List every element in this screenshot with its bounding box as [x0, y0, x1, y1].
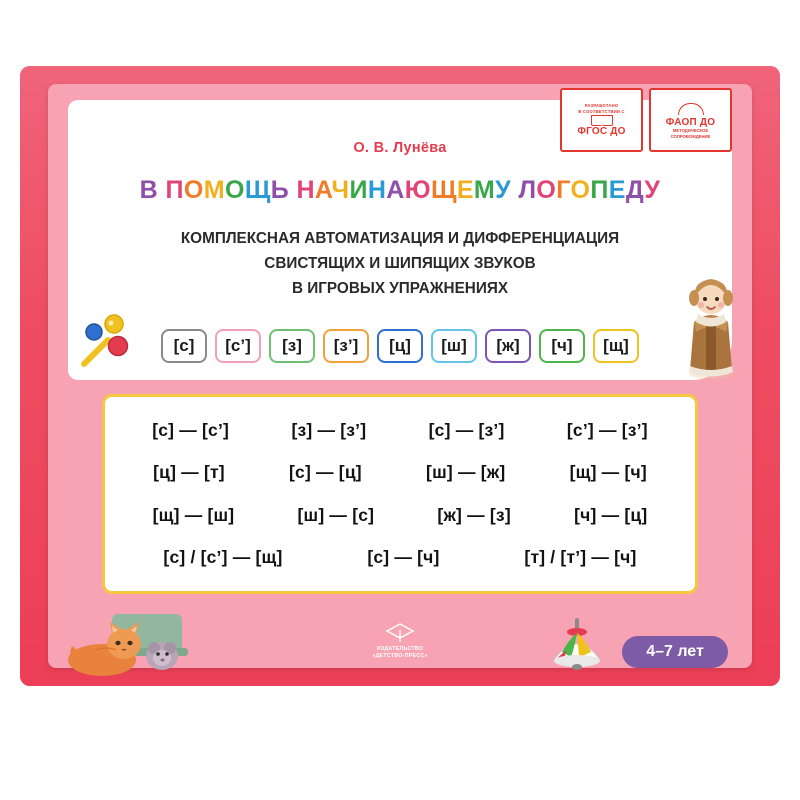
- title-letter: Д: [625, 176, 645, 204]
- title-letter: Н: [296, 176, 315, 204]
- faop-badge-title: ФАОП ДО: [665, 117, 716, 129]
- title-letter: [158, 176, 165, 204]
- sound-chip-label: [з’]: [333, 336, 359, 355]
- title-letter: Г: [556, 176, 571, 204]
- sound-chip: [431, 329, 477, 363]
- title-letter: В: [139, 176, 159, 204]
- certification-badges: [560, 88, 732, 152]
- sound-pair: [ж] — [з]: [437, 504, 511, 525]
- fgos-badge-title: ФГОС ДО: [577, 125, 626, 137]
- rattle-toy-icon: [74, 310, 138, 372]
- book-subtitle: [90, 226, 710, 301]
- title-letter: Ч: [331, 176, 350, 204]
- title-letter: Н: [367, 176, 387, 204]
- title-letter: О: [183, 176, 204, 204]
- title-letter: И: [349, 176, 368, 204]
- sound-chip: [269, 329, 315, 363]
- sound-pair: [ц] — [т]: [153, 462, 225, 483]
- publisher-logo-icon: [383, 622, 417, 644]
- title-letter: У: [495, 176, 512, 204]
- sound-chip-label: [с]: [173, 336, 195, 355]
- sound-pair: [ш] — [ж]: [426, 462, 506, 483]
- sound-chip: [539, 329, 585, 363]
- sound-chip: [323, 329, 369, 363]
- title-letter: Е: [608, 176, 626, 204]
- title-letter: П: [165, 176, 184, 204]
- title-letter: М: [203, 176, 225, 204]
- sound-pair: [ч] — [ц]: [574, 504, 648, 525]
- spinning-top-toy-icon: [546, 616, 608, 672]
- sound-chip-label: [ц]: [389, 336, 411, 355]
- sound-pair: [с] — [с’]: [152, 419, 230, 440]
- sound-chip: [215, 329, 261, 363]
- title-letter: Л: [518, 176, 537, 204]
- title-letter: М: [473, 176, 496, 204]
- publisher-block: [364, 622, 436, 660]
- open-book-icon: [591, 115, 613, 124]
- sound-pair: [т] / [т’] — [ч]: [524, 547, 637, 568]
- title-letter: О: [224, 176, 245, 204]
- arch-icon: [678, 103, 704, 115]
- sound-pair-row: [121, 494, 679, 537]
- subtitle-line-3: В ИГРОВЫХ УПРАЖНЕНИЯХ: [291, 280, 509, 297]
- title-letter: О: [536, 176, 557, 204]
- sound-chip-label: [ш]: [441, 336, 467, 355]
- title-letter: О: [570, 176, 591, 204]
- title-letter: Щ: [430, 176, 457, 204]
- sound-pair: [з] — [з’]: [291, 419, 367, 440]
- book-title: [0, 176, 800, 205]
- title-letter: Щ: [244, 176, 271, 204]
- sound-pair: [с’] — [з’]: [566, 419, 648, 440]
- subtitle-line-2: СВИСТЯЩИХ И ШИПЯЩИХ ЗВУКОВ: [264, 255, 536, 272]
- fgos-badge-line2: В СООТВЕТСТВИИ С: [578, 108, 625, 114]
- sound-pair: [щ] — [ш]: [152, 504, 235, 525]
- sound-pair-row: [121, 409, 679, 452]
- sound-pair-row: [121, 537, 679, 580]
- sound-pair: [с] / [с’] — [щ]: [163, 547, 283, 568]
- sound-pair: [ш] — [с]: [297, 504, 375, 525]
- faop-badge-line1: МЕТОДИЧЕСКОЕ: [672, 128, 709, 134]
- publisher-line-2: «ДЕТСТВО-ПРЕСС»: [372, 653, 428, 660]
- sound-pair: [с] — [ц]: [289, 462, 362, 483]
- sound-pair-row: [121, 452, 679, 495]
- faop-badge: [649, 88, 732, 152]
- sound-chip-label: [ж]: [496, 336, 520, 355]
- faop-badge-line2: СОПРОВОЖДЕНИЕ: [670, 133, 711, 139]
- sound-pair: [с] — [ч]: [367, 547, 440, 568]
- cat-and-mouse-illustration: [66, 586, 226, 682]
- sound-chip-label: [щ]: [603, 336, 629, 355]
- fgos-badge: [560, 88, 643, 152]
- author-name: О. В. Лунёва: [353, 140, 447, 156]
- title-letter: Ь: [270, 176, 290, 204]
- sound-pair: [щ] — [ч]: [569, 462, 647, 483]
- title-letter: А: [386, 176, 405, 204]
- sound-chip: [377, 329, 423, 363]
- sound-pairs-grid: [105, 397, 695, 591]
- sound-chip: [161, 329, 207, 363]
- sound-chips-row: [140, 326, 660, 366]
- subtitle-line-1: КОМПЛЕКСНАЯ АВТОМАТИЗАЦИЯ И ДИФФЕРЕНЦИАЦИЯ: [180, 230, 620, 247]
- sound-pair: [с] — [з’]: [428, 419, 505, 440]
- title-letter: А: [314, 176, 332, 204]
- sound-chip-label: [ч]: [551, 336, 573, 355]
- title-letter: Е: [456, 176, 474, 204]
- age-range-badge: 4–7 лет: [622, 636, 728, 668]
- title-letter: П: [590, 176, 609, 204]
- sound-pairs-card: [102, 394, 698, 594]
- publisher-line-1: ИЗДАТЕЛЬСТВО: [376, 646, 424, 652]
- sound-chip: [485, 329, 531, 363]
- fgos-badge-line1: РАЗРАБОТАНО: [584, 103, 619, 109]
- sound-chip: [593, 329, 639, 363]
- sound-chip-label: [з]: [282, 336, 302, 355]
- sound-chip-label: [с’]: [225, 336, 251, 355]
- doll-in-fur-coat-icon: [676, 262, 746, 380]
- title-letter: У: [644, 176, 661, 204]
- title-letter: Ю: [404, 176, 431, 204]
